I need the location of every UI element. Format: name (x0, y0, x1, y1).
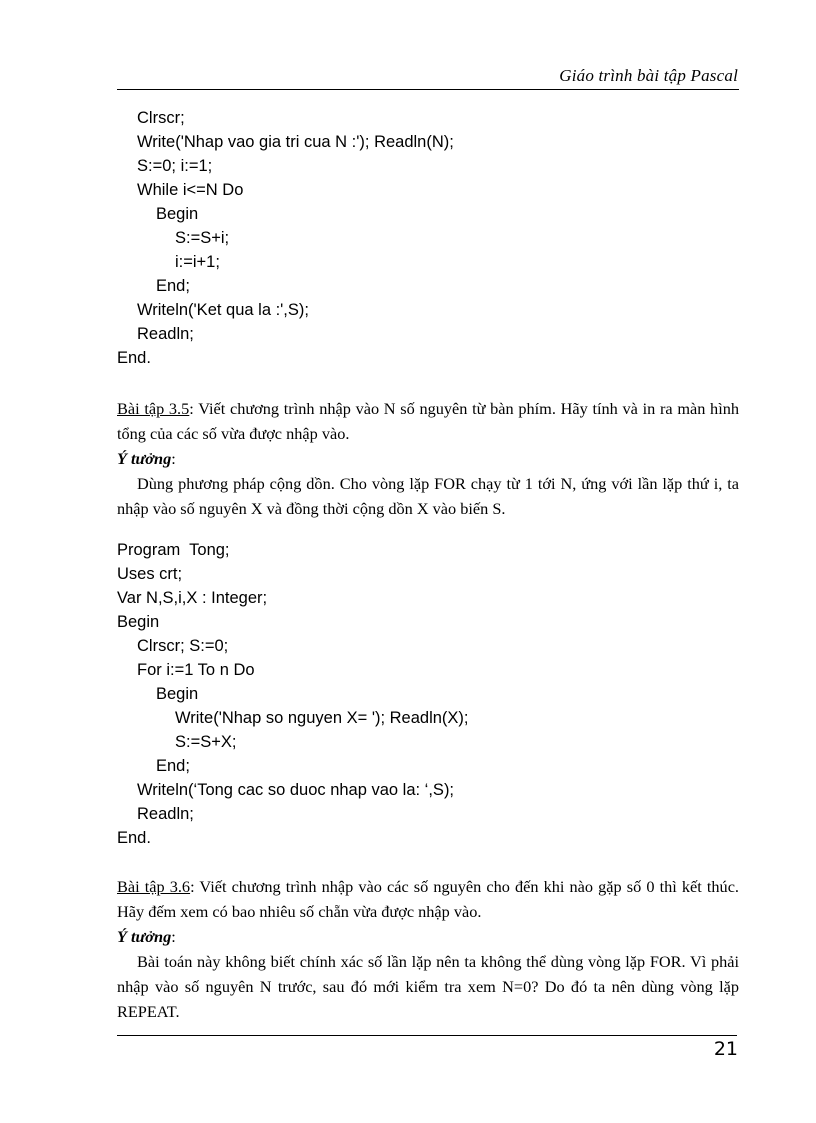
code-line: Readln; (137, 325, 194, 343)
idea-text: Dùng phương pháp cộng dồn. Cho vòng lặp FOR chạy từ 1 tới N, ứng với lần lặp thứ i, ta nhập vào số nguyên X và đồng thời cộng dồn X vào biến S. (117, 474, 739, 518)
header-rule (117, 89, 739, 90)
code-line: Clrscr; S:=0; (137, 637, 229, 655)
code-line: S:=0; i:=1; (137, 157, 213, 175)
code-line: Begin (117, 613, 160, 631)
code-line: Begin (156, 685, 199, 703)
code-line: Var N,S,i,X : Integer; (117, 589, 268, 607)
code-line: While i<=N Do (137, 181, 244, 199)
exercise-statement (117, 396, 739, 446)
idea-heading (117, 446, 739, 471)
code-line: Write('Nhap vao gia tri cua N :'); Readln(N); (137, 133, 454, 151)
exercise-text: : Viết chương trình nhập vào N số nguyên từ bàn phím. Hãy tính và in ra màn hình tổng của các số vừa được nhập vào. (117, 399, 740, 443)
exercise-label: Bài tập 3.5 (117, 399, 190, 418)
exercise-text: : Viết chương trình nhập vào các số nguyên cho đến khi nào gặp số 0 thì kết thúc. Hãy đếm xem có bao nhiêu số chẵn vừa được nhập vào. (117, 877, 739, 921)
code-block-1 (117, 106, 454, 370)
code-line: Readln; (137, 805, 194, 823)
idea-label: Ý tưởng (117, 927, 172, 946)
idea-colon: : (171, 927, 176, 946)
code-block-2 (117, 538, 469, 850)
code-line: End; (156, 757, 190, 775)
code-line: S:=S+i; (175, 229, 230, 247)
code-line: End; (156, 277, 190, 295)
code-line: Clrscr; (137, 109, 185, 127)
code-line: i:=i+1; (175, 253, 220, 271)
code-line: Write('Nhap so nguyen X= '); Readln(X); (175, 709, 469, 727)
idea-colon: : (171, 449, 176, 468)
idea-label: Ý tưởng (117, 449, 172, 468)
code-line: End. (117, 349, 151, 367)
page-number: 21 (713, 1038, 738, 1060)
code-line: Program Tong; (117, 541, 230, 559)
code-line: Writeln('Ket qua la :',S); (137, 301, 309, 319)
code-line: S:=S+X; (175, 733, 237, 751)
exercise-3-6 (117, 874, 739, 1024)
idea-heading (117, 924, 739, 949)
idea-text: Bài toán này không biết chính xác số lần lặp nên ta không thể dùng vòng lặp FOR. Vì phải nhập vào số nguyên N trước, sau đó mới kiểm tra xem N=0? Do đó ta nên dùng vòng lặp REPEAT. (117, 952, 739, 1021)
code-line: End. (117, 829, 151, 847)
code-line: Begin (156, 205, 199, 223)
code-line: For i:=1 To n Do (137, 661, 255, 679)
header-title: Giáo trình bài tập Pascal (559, 66, 738, 85)
footer-rule (117, 1035, 737, 1036)
exercise-3-5 (117, 396, 739, 521)
exercise-label: Bài tập 3.6 (117, 877, 191, 896)
code-line: Writeln(‘Tong cac so duoc nhap vao la: ‘,S); (137, 781, 455, 799)
exercise-statement (117, 874, 739, 924)
code-line: Uses crt; (117, 565, 183, 583)
